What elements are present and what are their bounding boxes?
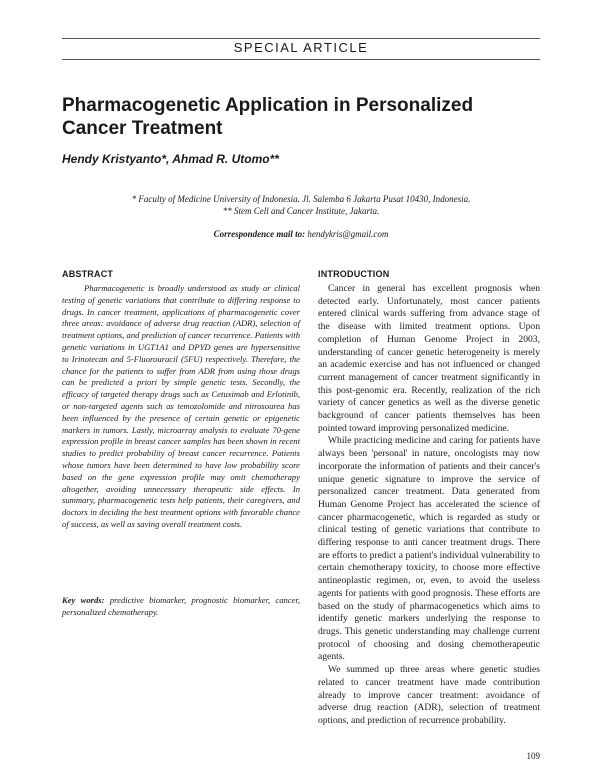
introduction-paragraph-1: Cancer in general has excellent prognosis when detected early. Unfortunately, most cancer patients entered clinical wards suffering from advance stage of the disease with limited treatment options. Upon completion of Human Genome Project in 2003, understanding of cancer genetic heterogeneity is merely an academic exercise and has not influenced or changed current management of cancer treatment significantly in this post-genomic era. Recently, realization of the rich variety of cancer genetics as well as the diverse genetic background of cancer patients themselves has been pointed toward improving personalized medicine. (318, 283, 540, 434)
introduction-paragraph-2: While practicing medicine and caring for patients have always been 'personal' in nature, oncologists may now incorporate the information of patients and their cancer's unique genetic signature to improve the service of personalized cancer treatment. Data generated from Human Genome Project has accelerated the science of cancer pharmacogenetic, which is regarded as study or clinical testing of genetic variations that contribute to differing response to anti cancer treatment drugs. There are efforts to predict a patient's individual vulnerability to certain chemotherapy toxicity, to choose more effective antineoplastic regimen, or, even, to avoid the useless agents for patients with good prognosis. These efforts are based on the study of pharmacogenetics which aims to identify genetic markers underlying the response to drugs. This genetic understanding may challenge current protocol of choosing and dosing chemotherapeutic agents. (318, 435, 540, 663)
correspondence-label: Correspondence mail to: (213, 229, 306, 239)
abstract-text: Pharmacogenetic is broadly understood as study or clinical testing of genetic variations that contribute to differing response to drugs. In cancer treatment, applications of pharmacogenetic cover three areas: avoidance of adverse drug reaction (ADR), selection of treatment options, and prediction of cancer recurrence. Patients with genetic variations in UGT1A1 and DPYD genes are hypersensitive to Irinotecan and 5-Fluorouracil (5FU) respectively. Therefore, the chance for the patients to suffer from ADR from using those drugs can be predicted a priori by simple genetic tests. Secondly, the efficacy of targeted therapy drugs such as Cetuximab and Erlotinib, or non-targeted agents such as temozolomide and nitrosourea has been influenced by the presence of certain genetic or epigenetic markers in tumors. Lastly, microarray analysis to evaluate 70-gene expression profile in breast cancer samples has been shown in recent studies to predict probability of breast cancer recurrence. Patients whose tumors have been determined to have low probability score based on the gene expression profile may omit chemotherapy altogether, avoiding unnecessary therapeutic side effects. In summary, pharmacogenetic tests help patients, their caregivers, and doctors in deciding the best treatment options with favorable chance of success, as well as saving overall treatment costs. (62, 283, 300, 529)
affiliation-line-1: * Faculty of Medicine University of Indonesia. Jl. Salemba 6 Jakarta Pusat 10430, Indonesia. (131, 194, 471, 204)
article-authors: Hendy Kristyanto*, Ahmad R. Utomo** (62, 152, 279, 166)
article-title: Pharmacogenetic Application in Personalized Cancer Treatment (62, 95, 474, 139)
correspondence-line (62, 229, 540, 239)
header-rule-top (62, 38, 540, 39)
introduction-paragraph-3: We summed up three areas where genetic studies related to cancer treatment have made contribution already to improve cancer treatment: avoidance of adverse drug reaction (ADR), selection of treatment options, and prediction of recurrence probability. (318, 664, 540, 726)
abstract-heading: ABSTRACT (62, 269, 114, 279)
header-rule-bottom (62, 59, 540, 60)
introduction-heading: INTRODUCTION (318, 269, 390, 279)
correspondence-email[interactable]: hendykris@gmail.com (307, 229, 389, 239)
keywords-text: predictive biomarker, prognostic biomarker, cancer, personalized chemotherapy. (62, 595, 300, 617)
keywords-label: Key words: (62, 595, 105, 605)
page-number: 109 (526, 751, 540, 761)
introduction-body (318, 283, 540, 728)
section-label: SPECIAL ARTICLE (233, 40, 369, 55)
affiliation-line-2: ** Stem Cell and Cancer Institute, Jakarta. (222, 206, 380, 216)
keywords-line (62, 595, 300, 619)
